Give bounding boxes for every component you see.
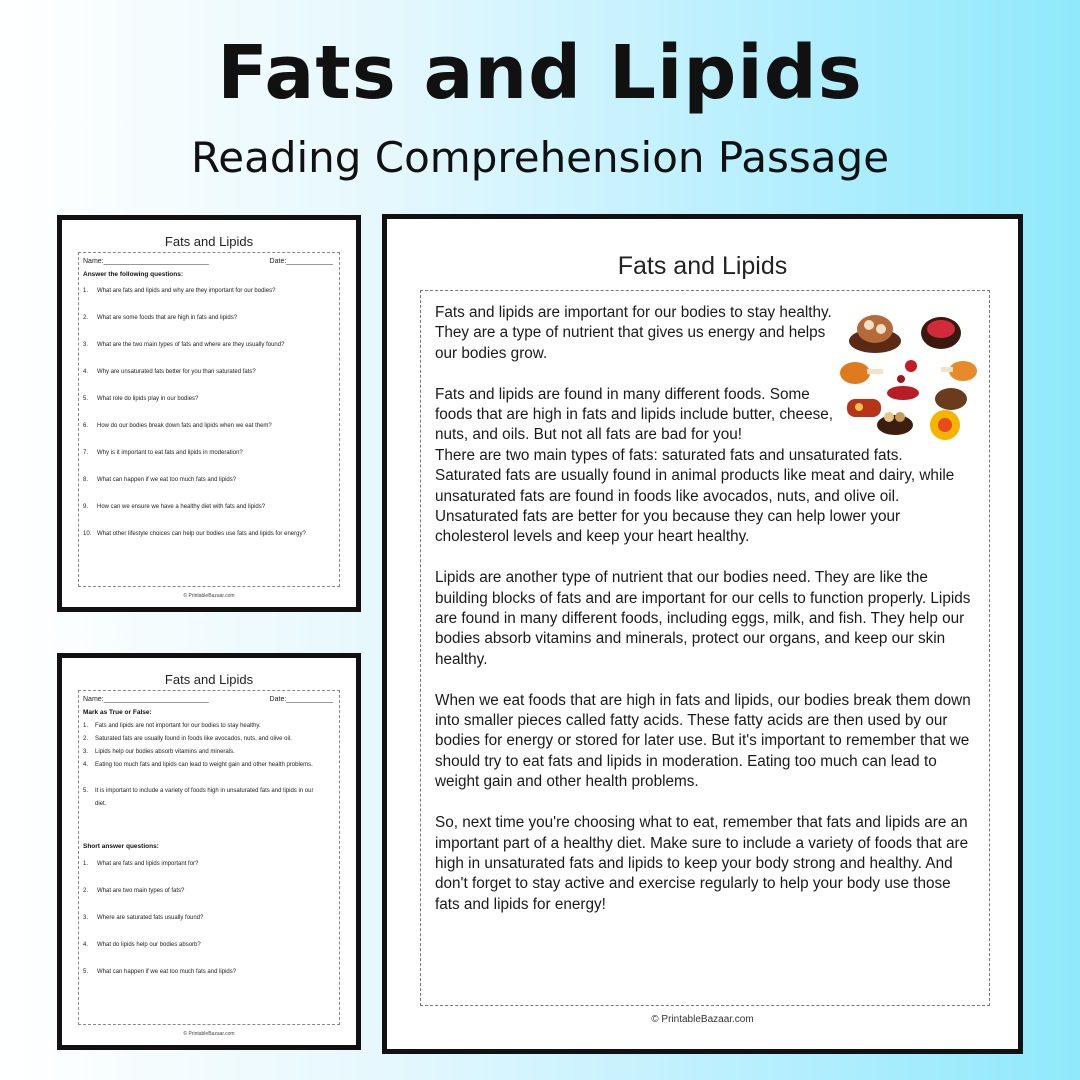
worksheet-footer: © PrintableBazaar.com (183, 593, 235, 599)
worksheet-title: Fats and Lipids (164, 672, 254, 687)
worksheet-content-box (78, 252, 340, 587)
worksheet-content-box (78, 690, 340, 1025)
main-title: Fats and Lipids (217, 30, 863, 116)
true-false-item: 1. Fats and lipids are not important for our bodies to stay healthy. (83, 723, 261, 729)
name-date-row (83, 696, 333, 703)
passage-paragraph: Fats and lipids are found in many different foods. Some foods that are high in fats and lipids include butter, cheese, nuts, and oils. But not all fats are bad for you! There are two main types of fats: saturated fats and unsaturated fats. Saturated fats are usually found in animal products like meat and dairy, while unsaturated fats are found in foods like avocados, nuts, and olive oil. Unsaturated fats are better for you because they can help lower your cholesterol levels and keep your heart healthy. (435, 385, 955, 546)
name-date-row (83, 258, 333, 265)
true-false-item: 2. Saturated fats are usually found in foods like avocados, nuts, and olive oil. (83, 736, 292, 742)
question-item: 1. What are fats and lipids and why are they important for our bodies? (83, 288, 276, 294)
short-answer-item: 3. Where are saturated fats usually found? (83, 915, 204, 921)
question-item: 5. What role do lipids play in our bodies? (83, 396, 199, 402)
question-item: 3. What are the two main types of fats and where are they usually found? (83, 342, 285, 348)
name-field: Name:___________________________ (83, 258, 209, 265)
worksheet-preview-true-false (57, 653, 361, 1050)
name-field: Name:___________________________ (83, 696, 209, 703)
short-answer-item: 2. What are two main types of fats? (83, 888, 185, 894)
true-false-item: 4. Eating too much fats and lipids can lead to weight gain and other health problems. (83, 762, 313, 768)
question-item: 2. What are some foods that are high in fats and lipids? (83, 315, 238, 321)
question-item: 9. How can we ensure we have a healthy diet with fats and lipids? (83, 504, 266, 510)
passage-text (435, 303, 971, 936)
short-answer-item: 5. What can happen if we eat too much fats and lipids? (83, 969, 237, 975)
short-answer-item: 1. What are fats and lipids important for? (83, 861, 199, 867)
worksheet-title: Fats and Lipids (164, 234, 254, 249)
passage-paragraph: Lipids are another type of nutrient that our bodies need. They are like the building blocks of fats and are important for our cells to function properly. Lipids are found in many different foods, including eggs, milk, and fish. They help our bodies absorb vitamins and minerals, protect our organs, and keep our skin healthy. (435, 569, 971, 668)
passage-paragraph: Fats and lipids are important for our bodies to stay healthy. They are a type of nutrient that gives us energy and helps our bodies grow. (435, 304, 832, 362)
passage-paragraph: When we eat foods that are high in fats and lipids, our bodies break them down into smaller pieces called fatty acids. These fatty acids are then used by our bodies for energy or stored for later use. But it's important to remember that we should try to eat fats and lipids in moderation. Eating too much can lead to weight gain and other health problems. (435, 691, 971, 791)
worksheet-footer: © PrintableBazaar.com (183, 1031, 235, 1037)
question-item: 6. How do our bodies break down fats and lipids when we eat them? (83, 423, 272, 429)
subtitle: Reading Comprehension Passage (190, 133, 890, 182)
passage-title: Fats and Lipids (617, 252, 788, 280)
worksheet-preview-questions (57, 215, 361, 612)
date-field: Date:____________ (269, 258, 333, 265)
question-item: 8. What can happen if we eat too much fats and lipids? (83, 477, 237, 483)
true-false-heading: Mark as True or False: (83, 709, 152, 716)
short-answer-heading: Short answer questions: (83, 843, 159, 850)
passage-footer: © PrintableBazaar.com (651, 1014, 754, 1025)
passage-paragraph: So, next time you're choosing what to eat, remember that fats and lipids are an important part of a healthy diet. Make sure to include a variety of foods that are high in unsaturated fats and lipids to keep your body strong and healthy. And don't forget to stay active and exercise regularly to help your body use those fats and lipids for energy! (435, 814, 969, 913)
questions-heading: Answer the following questions: (83, 271, 184, 278)
passage-box (420, 290, 990, 1006)
date-field: Date:____________ (269, 696, 333, 703)
question-item: 7. Why is it important to eat fats and lipids in moderation? (83, 450, 243, 456)
passage-page (382, 214, 1023, 1054)
question-item: 10. What other lifestyle choices can help our bodies use fats and lipids for energy? (83, 531, 306, 537)
true-false-item: 5. It is important to include a variety of foods high in unsaturated fats and lipids in our diet. (83, 788, 314, 807)
question-item: 4. Why are unsaturated fats better for you than saturated fats? (83, 369, 256, 375)
true-false-item: 3. Lipids help our bodies absorb vitamins and minerals. (83, 749, 235, 755)
short-answer-item: 4. What do lipids help our bodies absorb? (83, 942, 201, 948)
